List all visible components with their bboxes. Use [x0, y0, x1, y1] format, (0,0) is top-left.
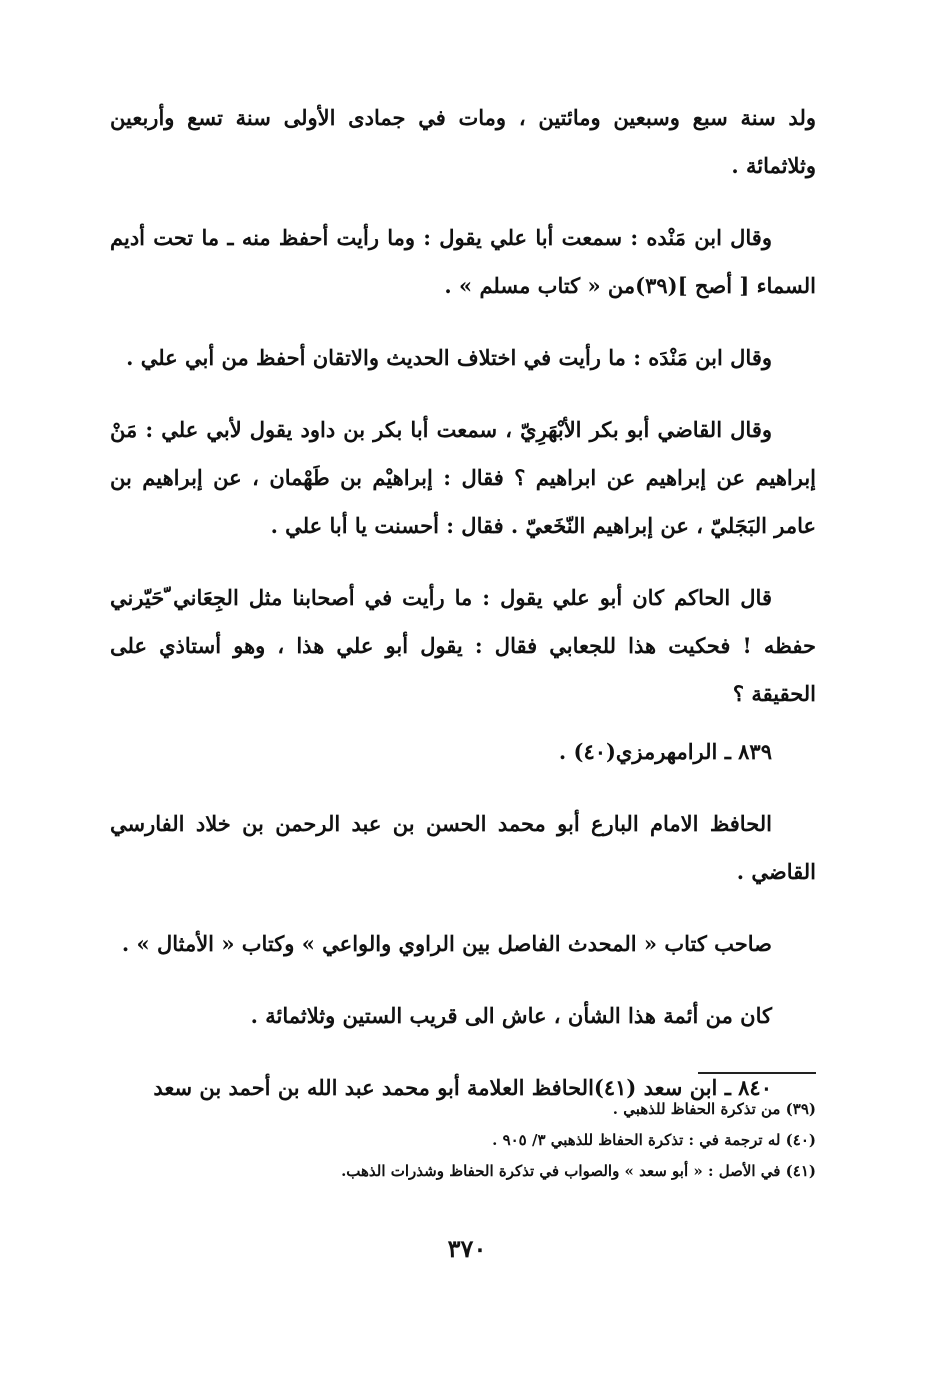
main-text	[110, 94, 816, 1136]
paragraph-ramahurmuzi-works: صاحب كتاب « المحدث الفاصل بين الراوي والواعي » وكتاب « الأمثال » .	[121, 931, 772, 956]
entry-heading-839: ٨٣٩ ـ الرامهرمزي(٤٠) .	[558, 739, 772, 764]
entry-heading-840: ٨٤٠ ـ ابن سعد (٤١)الحافظ العلامة أبو محمد عبد الله بن أحمد بن سعد	[153, 1075, 772, 1100]
footnote-40: (٤٠) له ترجمة في : تذكرة الحفاظ للذهبي ٣/ ٩٠٥ .	[492, 1131, 816, 1149]
paragraph-ibn-manda-quote-1: وقال ابن مَنْده : سمعت أبا علي يقول : وما رأيت أحفظ منه ـ ما تحت أديم السماء [ أصح ](٣٩)من « كتاب مسلم » .	[110, 225, 816, 298]
paragraph-ibn-manda-quote-2: وقال ابن مَنْدَه : ما رأيت في اختلاف الحديث والاتقان أحفظ من أبي علي .	[126, 345, 772, 370]
footnote-divider	[698, 1072, 816, 1074]
paragraph-abhari-quote: وقال القاضي أبو بكر الأبْهَرِيّ ، سمعت أبا بكر بن داود يقول لأبي علي : مَنْ إبراهيم عن إبراهيم عن ابراهيم ؟ فقال : إبراهيْم بن طَهْمان ، عن إبراهيم بن عامر البَجَليّ ، عن إبراهيم النّخَعيّ . فقال : أحسنت يا أبا علي .	[110, 417, 816, 538]
page-number: ٣٧٠	[447, 1234, 487, 1263]
footnote-39: (٣٩) من تذكرة الحفاظ للذهبي .	[612, 1100, 816, 1118]
paragraph-hakim-quote: قال الحاكم كان أبو علي يقول : ما رأيت في أصحابنا مثل الجِعَاني ّحَيّرني حفظه ! فحكيت هذا للجعابي فقال : يقول أبو علي هذا ، وهو أستاذي على الحقيقة ؟	[110, 585, 816, 706]
paragraph-ramahurmuzi-name: الحافظ الامام البارع أبو محمد الحسن بن عبد الرحمن بن خلاد الفارسي القاضي .	[110, 811, 816, 884]
footnotes	[110, 1094, 816, 1187]
footnote-41: (٤١) في الأصل : « أبو سعد » والصواب في تذكرة الحفاظ وشذرات الذهب.	[341, 1162, 816, 1180]
paragraph-ramahurmuzi-life: كان من أئمة هذا الشأن ، عاش الى قريب الستين وثلاثمائة .	[250, 1003, 772, 1028]
paragraph-birth-death: ولد سنة سبع وسبعين ومائتين ، ومات في جمادى الأولى سنة تسع وأربعين وثلاثمائة .	[110, 105, 816, 178]
